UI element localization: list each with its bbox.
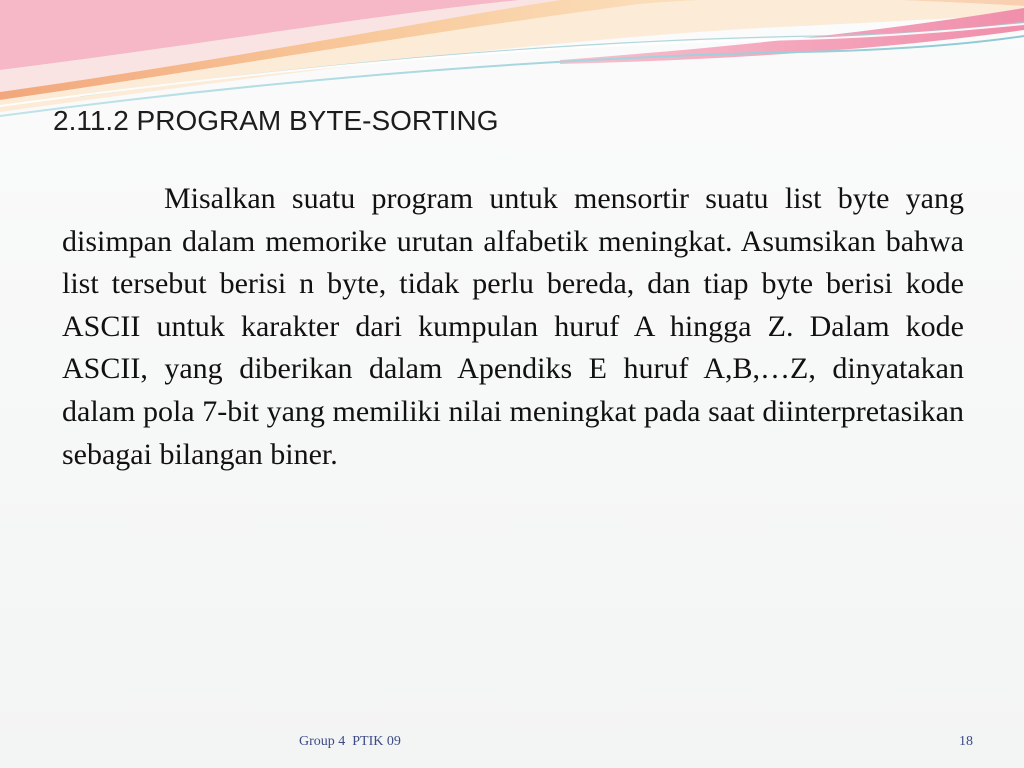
header-swoosh-decoration (0, 0, 1024, 120)
slide-title: 2.11.2 PROGRAM BYTE-SORTING (53, 105, 499, 136)
body-paragraph: Misalkan suatu program untuk mensortir suatu list byte yang disimpan dalam memorike urutan alfabetik meningkat. Asumsikan bahwa list tersebut berisi n byte, tidak perlu bereda, dan tiap byte berisi kode ASCII untuk karakter dari kumpulan huruf A hingga Z. Dalam kode ASCII, yang diberikan dalam Apendiks E huruf A,B,…Z, dinyatakan dalam pola 7-bit yang memiliki nilai meningkat pada saat diinterpretasikan sebagai bilangan biner. (62, 182, 964, 471)
slide-page-number: 18 (959, 734, 973, 749)
footer-group-label: Group 4 PTIK 09 (299, 734, 401, 749)
